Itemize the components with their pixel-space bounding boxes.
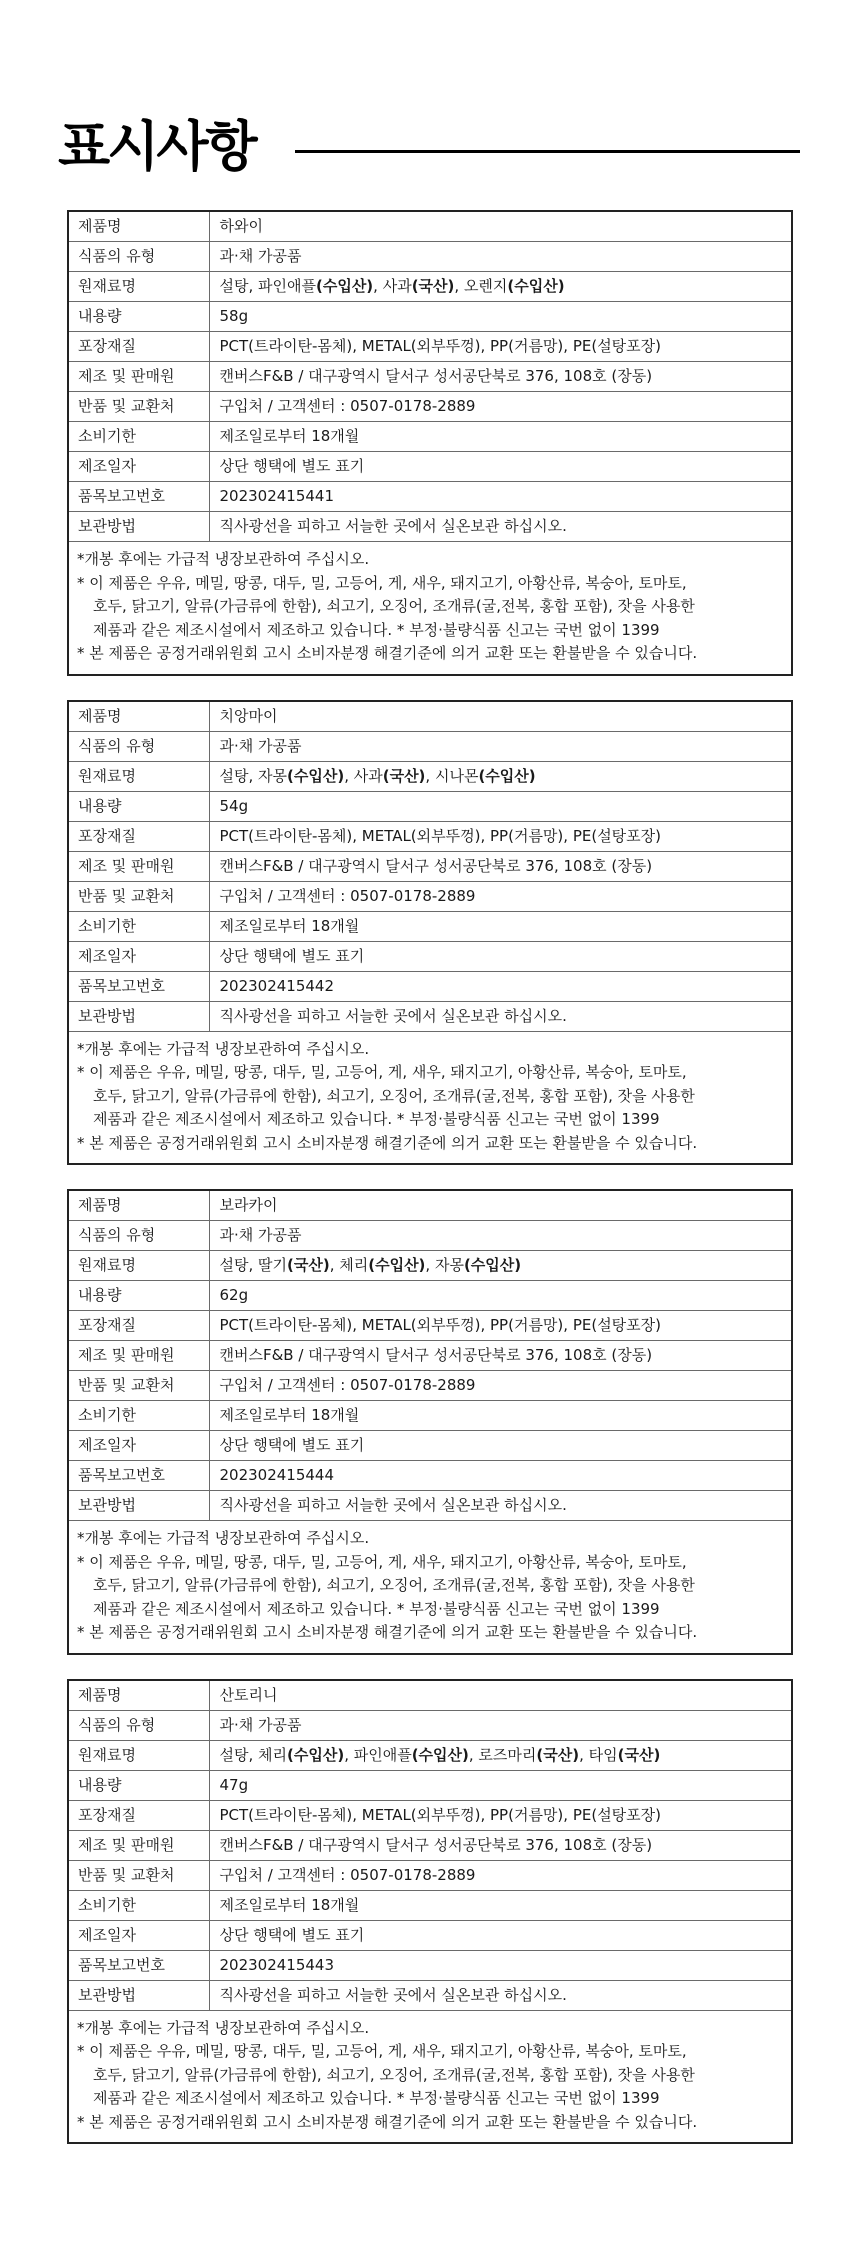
value-storage: 직사광선을 피하고 서늘한 곳에서 실온보관 하십시오. (209, 1980, 791, 2010)
row-mfg-date (69, 1431, 791, 1461)
notes-section (69, 542, 791, 674)
label-ingredients: 원재료명 (69, 1251, 209, 1281)
label-report-no: 품목보고번호 (69, 1461, 209, 1491)
row-expiry (69, 1890, 791, 1920)
note-line: *개봉 후에는 가급적 냉장보관하여 주십시오. (77, 550, 370, 568)
product-spec-table (69, 1681, 791, 2011)
label-name: 제품명 (69, 1191, 209, 1221)
origin-label: (수입산) (478, 766, 536, 785)
label-manufacturer: 제조 및 판매원 (69, 1341, 209, 1371)
row-volume (69, 1770, 791, 1800)
note-line: * 본 제품은 공정거래위원회 고시 소비자분쟁 해결기준에 의거 교환 또는 환불받을 수 있습니다. (77, 1623, 698, 1641)
ingredient-text: , 사과 (344, 766, 383, 785)
ingredient-text: 설탕, 자몽 (219, 766, 287, 785)
row-mfg-date (69, 941, 791, 971)
label-storage: 보관방법 (69, 512, 209, 542)
label-name: 제품명 (69, 212, 209, 242)
row-ingredients (69, 272, 791, 302)
value-name: 치앙마이 (209, 702, 791, 732)
ingredient-text: , 시나몬 (425, 766, 479, 785)
label-ingredients: 원재료명 (69, 761, 209, 791)
value-expiry: 제조일로부터 18개월 (209, 911, 791, 941)
label-report-no: 품목보고번호 (69, 971, 209, 1001)
row-expiry (69, 911, 791, 941)
value-storage: 직사광선을 피하고 서늘한 곳에서 실온보관 하십시오. (209, 1491, 791, 1521)
row-report-no (69, 1950, 791, 1980)
label-returns: 반품 및 교환처 (69, 392, 209, 422)
row-report-no (69, 482, 791, 512)
ingredient-text: , 사과 (373, 277, 412, 295)
row-volume (69, 302, 791, 332)
ingredient-text: , 로즈마리 (468, 1745, 537, 1764)
value-ingredients (209, 272, 791, 302)
label-type: 식품의 유형 (69, 1221, 209, 1251)
label-returns: 반품 및 교환처 (69, 881, 209, 911)
row-name (69, 1191, 791, 1221)
row-report-no (69, 971, 791, 1001)
row-returns (69, 1371, 791, 1401)
origin-label: (수입산) (411, 1745, 469, 1764)
origin-label: (수입산) (287, 1745, 345, 1764)
row-storage (69, 1491, 791, 1521)
ingredient-text: , 오렌지 (454, 277, 508, 295)
row-returns (69, 881, 791, 911)
row-ingredients (69, 761, 791, 791)
label-packaging: 포장재질 (69, 332, 209, 362)
note-line: * 이 제품은 우유, 메밀, 땅콩, 대두, 밀, 고등어, 게, 새우, 돼지고기, 아황산류, 복숭아, 토마토, (77, 2042, 687, 2060)
note-line: * 본 제품은 공정거래위원회 고시 소비자분쟁 해결기준에 의거 교환 또는 환불받을 수 있습니다. (77, 644, 698, 662)
product-label-block (67, 210, 793, 676)
value-mfg-date: 상단 행택에 별도 표기 (209, 452, 791, 482)
label-report-no: 품목보고번호 (69, 482, 209, 512)
origin-label: (수입산) (287, 766, 345, 785)
note-line: *개봉 후에는 가급적 냉장보관하여 주십시오. (77, 1039, 370, 1058)
row-expiry (69, 422, 791, 452)
label-manufacturer: 제조 및 판매원 (69, 1830, 209, 1860)
origin-label: (국산) (536, 1745, 580, 1764)
notes-section (69, 1521, 791, 1653)
label-packaging: 포장재질 (69, 1311, 209, 1341)
row-report-no (69, 1461, 791, 1491)
product-spec-table (69, 1191, 791, 1521)
origin-label: (국산) (382, 766, 426, 785)
note-line: 호두, 닭고기, 알류(가금류에 한함), 쇠고기, 오징어, 조개류(굴,전복, 홍합 포함), 잣을 사용한 (93, 1576, 695, 1594)
value-returns: 구입처 / 고객센터 : 0507-0178-2889 (209, 392, 791, 422)
row-type (69, 1710, 791, 1740)
row-mfg-date (69, 452, 791, 482)
label-name: 제품명 (69, 1681, 209, 1711)
value-name: 하와이 (209, 212, 791, 242)
row-name (69, 702, 791, 732)
ingredient-text: 설탕, 파인애플 (219, 277, 316, 295)
note-line: * 이 제품은 우유, 메밀, 땅콩, 대두, 밀, 고등어, 게, 새우, 돼지고기, 아황산류, 복숭아, 토마토, (77, 1552, 687, 1571)
note-line: 호두, 닭고기, 알류(가금류에 한함), 쇠고기, 오징어, 조개류(굴,전복, 홍합 포함), 잣을 사용한 (93, 597, 695, 615)
label-type: 식품의 유형 (69, 731, 209, 761)
origin-label: (수입산) (315, 277, 374, 295)
row-volume (69, 791, 791, 821)
note-line: 제품과 같은 제조시설에서 제조하고 있습니다. * 부정·불량식품 신고는 국번 없이 1399 (93, 620, 660, 639)
row-returns (69, 1860, 791, 1890)
label-ingredients: 원재료명 (69, 1740, 209, 1770)
row-packaging (69, 1311, 791, 1341)
origin-label: (국산) (411, 277, 455, 295)
value-storage: 직사광선을 피하고 서늘한 곳에서 실온보관 하십시오. (209, 1001, 791, 1031)
row-storage (69, 1980, 791, 2010)
product-label-block (67, 1679, 793, 2145)
note-line: * 본 제품은 공정거래위원회 고시 소비자분쟁 해결기준에 의거 교환 또는 환불받을 수 있습니다. (77, 2112, 698, 2131)
row-mfg-date (69, 1920, 791, 1950)
label-type: 식품의 유형 (69, 242, 209, 272)
notes-section (69, 2011, 791, 2143)
label-packaging: 포장재질 (69, 1800, 209, 1830)
value-report-no: 202302415441 (209, 482, 791, 512)
product-spec-table (69, 212, 791, 542)
label-manufacturer: 제조 및 판매원 (69, 362, 209, 392)
ingredient-text: 설탕, 체리 (219, 1745, 287, 1764)
value-manufacturer: 캔버스F&B / 대구광역시 달서구 성서공단북로 376, 108호 (장동) (209, 1341, 791, 1371)
row-storage (69, 512, 791, 542)
value-ingredients (209, 1251, 791, 1281)
product-label-block (67, 1189, 793, 1655)
value-expiry: 제조일로부터 18개월 (209, 1401, 791, 1431)
value-type: 과·채 가공품 (209, 242, 791, 272)
ingredient-text: 설탕, 딸기 (219, 1256, 287, 1274)
label-expiry: 소비기한 (69, 1401, 209, 1431)
row-packaging (69, 1800, 791, 1830)
label-mfg-date: 제조일자 (69, 1920, 209, 1950)
label-returns: 반품 및 교환처 (69, 1371, 209, 1401)
value-volume: 54g (209, 791, 791, 821)
label-mfg-date: 제조일자 (69, 941, 209, 971)
value-report-no: 202302415443 (209, 1950, 791, 1980)
value-manufacturer: 캔버스F&B / 대구광역시 달서구 성서공단북로 376, 108호 (장동) (209, 362, 791, 392)
label-mfg-date: 제조일자 (69, 1431, 209, 1461)
note-line: 제품과 같은 제조시설에서 제조하고 있습니다. * 부정·불량식품 신고는 국번 없이 1399 (93, 2089, 660, 2107)
value-mfg-date: 상단 행택에 별도 표기 (209, 941, 791, 971)
label-volume: 내용량 (69, 791, 209, 821)
row-returns (69, 392, 791, 422)
value-type: 과·채 가공품 (209, 1221, 791, 1251)
label-volume: 내용량 (69, 1281, 209, 1311)
label-expiry: 소비기한 (69, 422, 209, 452)
label-storage: 보관방법 (69, 1491, 209, 1521)
product-label-block (67, 700, 793, 1166)
row-manufacturer (69, 851, 791, 881)
label-volume: 내용량 (69, 302, 209, 332)
value-mfg-date: 상단 행택에 별도 표기 (209, 1431, 791, 1461)
label-volume: 내용량 (69, 1770, 209, 1800)
note-line: 호두, 닭고기, 알류(가금류에 한함), 쇠고기, 오징어, 조개류(굴,전복, 홍합 포함), 잣을 사용한 (93, 1086, 695, 1105)
ingredient-text: , 체리 (329, 1256, 369, 1274)
value-type: 과·채 가공품 (209, 1710, 791, 1740)
row-manufacturer (69, 1341, 791, 1371)
value-volume: 58g (209, 302, 791, 332)
row-packaging (69, 332, 791, 362)
value-ingredients (209, 1740, 791, 1770)
title-divider (295, 150, 800, 153)
note-line: 제품과 같은 제조시설에서 제조하고 있습니다. * 부정·불량식품 신고는 국번 없이 1399 (93, 1599, 660, 1618)
value-report-no: 202302415444 (209, 1461, 791, 1491)
product-spec-table (69, 702, 791, 1032)
row-expiry (69, 1401, 791, 1431)
value-returns: 구입처 / 고객센터 : 0507-0178-2889 (209, 1371, 791, 1401)
note-line: * 본 제품은 공정거래위원회 고시 소비자분쟁 해결기준에 의거 교환 또는 환불받을 수 있습니다. (77, 1133, 698, 1152)
row-ingredients (69, 1740, 791, 1770)
row-storage (69, 1001, 791, 1031)
row-manufacturer (69, 1830, 791, 1860)
value-volume: 62g (209, 1281, 791, 1311)
value-packaging: PCT(트라이탄-몸체), METAL(외부뚜껑), PP(거름망), PE(설탕포장) (209, 821, 791, 851)
value-expiry: 제조일로부터 18개월 (209, 1890, 791, 1920)
product-label-list (67, 210, 793, 2168)
origin-label: (국산) (287, 1256, 330, 1274)
note-line: 제품과 같은 제조시설에서 제조하고 있습니다. * 부정·불량식품 신고는 국번 없이 1399 (93, 1110, 660, 1128)
origin-label: (국산) (617, 1745, 661, 1764)
label-expiry: 소비기한 (69, 1890, 209, 1920)
label-mfg-date: 제조일자 (69, 452, 209, 482)
note-line: * 이 제품은 우유, 메밀, 땅콩, 대두, 밀, 고등어, 게, 새우, 돼지고기, 아황산류, 복숭아, 토마토, (77, 573, 687, 592)
label-report-no: 품목보고번호 (69, 1950, 209, 1980)
origin-label: (수입산) (463, 1256, 522, 1274)
label-ingredients: 원재료명 (69, 272, 209, 302)
origin-label: (수입산) (368, 1256, 426, 1274)
row-name (69, 1681, 791, 1711)
label-name: 제품명 (69, 702, 209, 732)
value-storage: 직사광선을 피하고 서늘한 곳에서 실온보관 하십시오. (209, 512, 791, 542)
note-line: 호두, 닭고기, 알류(가금류에 한함), 쇠고기, 오징어, 조개류(굴,전복, 홍합 포함), 잣을 사용한 (93, 2065, 695, 2084)
page-header (58, 112, 800, 182)
label-storage: 보관방법 (69, 1980, 209, 2010)
value-ingredients (209, 761, 791, 791)
value-packaging: PCT(트라이탄-몸체), METAL(외부뚜껑), PP(거름망), PE(설탕포장) (209, 1311, 791, 1341)
value-packaging: PCT(트라이탄-몸체), METAL(외부뚜껑), PP(거름망), PE(설탕포장) (209, 1800, 791, 1830)
value-packaging: PCT(트라이탄-몸체), METAL(외부뚜껑), PP(거름망), PE(설탕포장) (209, 332, 791, 362)
note-line: *개봉 후에는 가급적 냉장보관하여 주십시오. (77, 1529, 370, 1547)
origin-label: (수입산) (507, 277, 565, 295)
notes-section (69, 1032, 791, 1164)
row-type (69, 1221, 791, 1251)
ingredient-text: , 타임 (579, 1745, 618, 1764)
value-volume: 47g (209, 1770, 791, 1800)
value-returns: 구입처 / 고객센터 : 0507-0178-2889 (209, 1860, 791, 1890)
note-line: * 이 제품은 우유, 메밀, 땅콩, 대두, 밀, 고등어, 게, 새우, 돼지고기, 아황산류, 복숭아, 토마토, (77, 1063, 687, 1081)
row-type (69, 242, 791, 272)
value-manufacturer: 캔버스F&B / 대구광역시 달서구 성서공단북로 376, 108호 (장동) (209, 851, 791, 881)
value-mfg-date: 상단 행택에 별도 표기 (209, 1920, 791, 1950)
value-name: 보라카이 (209, 1191, 791, 1221)
label-type: 식품의 유형 (69, 1710, 209, 1740)
value-returns: 구입처 / 고객센터 : 0507-0178-2889 (209, 881, 791, 911)
value-expiry: 제조일로부터 18개월 (209, 422, 791, 452)
row-volume (69, 1281, 791, 1311)
value-name: 산토리니 (209, 1681, 791, 1711)
ingredient-text: , 파인애플 (344, 1745, 412, 1764)
value-manufacturer: 캔버스F&B / 대구광역시 달서구 성서공단북로 376, 108호 (장동) (209, 1830, 791, 1860)
label-packaging: 포장재질 (69, 821, 209, 851)
label-manufacturer: 제조 및 판매원 (69, 851, 209, 881)
row-type (69, 731, 791, 761)
row-manufacturer (69, 362, 791, 392)
row-packaging (69, 821, 791, 851)
page-title: 표시사항 (58, 115, 255, 178)
value-type: 과·채 가공품 (209, 731, 791, 761)
row-name (69, 212, 791, 242)
row-ingredients (69, 1251, 791, 1281)
label-returns: 반품 및 교환처 (69, 1860, 209, 1890)
label-storage: 보관방법 (69, 1001, 209, 1031)
note-line: *개봉 후에는 가급적 냉장보관하여 주십시오. (77, 2018, 370, 2037)
ingredient-text: , 자몽 (425, 1256, 464, 1274)
value-report-no: 202302415442 (209, 971, 791, 1001)
label-expiry: 소비기한 (69, 911, 209, 941)
